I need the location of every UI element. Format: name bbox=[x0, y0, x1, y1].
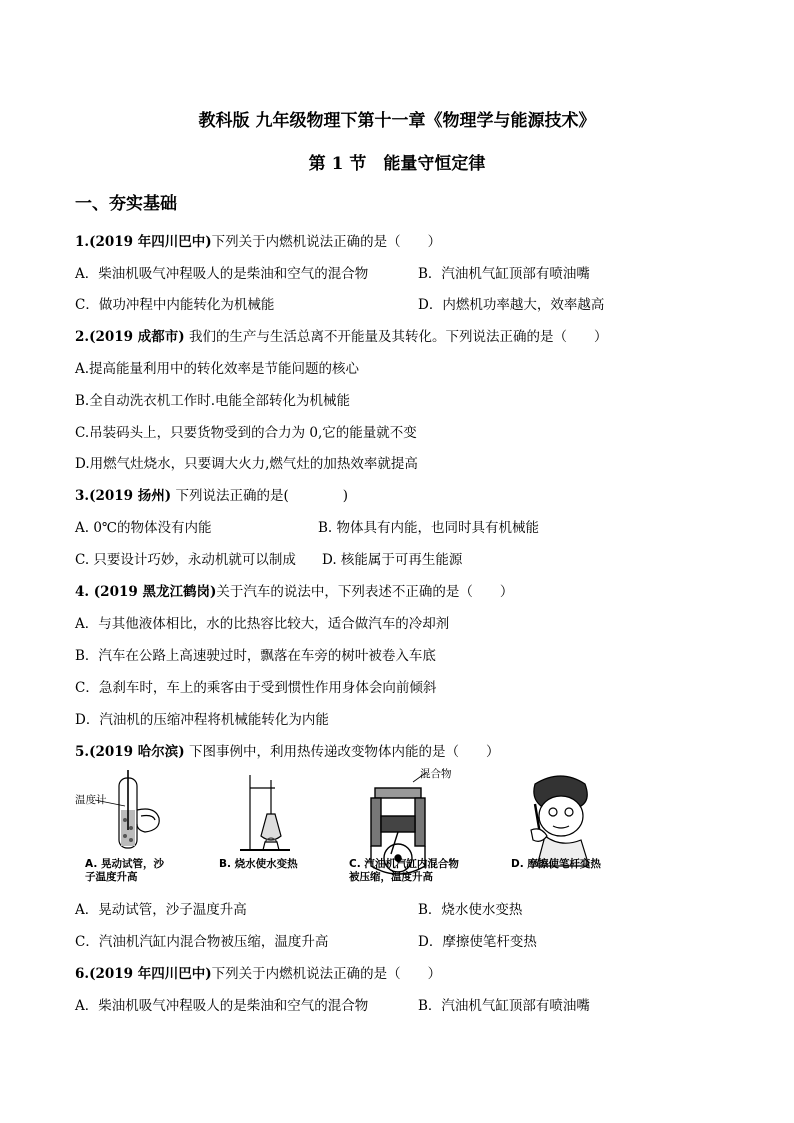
q5-option-a: A．晃动试管，沙子温度升高 bbox=[75, 902, 247, 918]
q1-option-d: D．内燃机功率越大，效率越高 bbox=[418, 297, 605, 313]
q4-option-b: B．汽车在公路上高速驶过时，飘落在车旁的树叶被卷入车底 bbox=[75, 648, 436, 664]
question-1: 1.(2019 年四川巴中)下列关于内燃机说法正确的是（ ） bbox=[75, 234, 442, 250]
question-3: 3.(2019 扬州) 下列说法正确的是( ) bbox=[75, 488, 348, 504]
question-4: 4. (2019 黑龙江鹤岗)关于汽车的说法中，下列表述不正确的是（ ） bbox=[75, 584, 514, 600]
q1-option-a: A．柴油机吸气冲程吸人的是柴油和空气的混合物 bbox=[75, 266, 369, 282]
question-6: 6.(2019 年四川巴中)下列关于内燃机说法正确的是（ ） bbox=[75, 966, 442, 982]
boy-rubbing-pencil-illustration bbox=[531, 776, 589, 866]
caption-b: B. 烧水使水变热 bbox=[219, 858, 298, 870]
q2-option-d: D.用燃气灶烧水，只要调大火力,燃气灶的加热效率就提高 bbox=[75, 456, 418, 472]
q2-option-a: A.提高能量利用中的转化效率是节能问题的核心 bbox=[75, 361, 360, 377]
test-tube-illustration bbox=[95, 770, 159, 848]
part-heading: 一、夯实基础 bbox=[75, 194, 177, 214]
q3-option-d: D. 核能属于可再生能源 bbox=[322, 552, 463, 568]
q5-option-d: D．摩擦使笔杆变热 bbox=[418, 934, 537, 950]
q2-option-b: B.全自动洗衣机工作时.电能全部转化为机械能 bbox=[75, 393, 351, 409]
q4-option-a: A．与其他液体相比，水的比热容比较大，适合做汽车的冷却剂 bbox=[75, 616, 450, 632]
caption-d: D. 摩擦使笔杆变热 bbox=[511, 858, 601, 870]
q5-option-c: C．汽油机汽缸内混合物被压缩，温度升高 bbox=[75, 934, 329, 950]
question-5: 5.(2019 哈尔滨) 下图事例中，利用热传递改变物体内能的是（ ） bbox=[75, 744, 500, 760]
q4-option-c: C．急刹车时，车上的乘客由于受到惯性作用身体会向前倾斜 bbox=[75, 680, 437, 696]
q3-option-a: A. 0℃的物体没有内能 bbox=[75, 520, 212, 536]
q6-option-a: A．柴油机吸气冲程吸人的是柴油和空气的混合物 bbox=[75, 998, 369, 1014]
q6-option-b: B．汽油机气缸顶部有喷油嘴 bbox=[418, 998, 590, 1014]
q3-option-c: C. 只要设计巧妙，永动机就可以制成 bbox=[75, 552, 296, 568]
q1-option-b: B．汽油机气缸顶部有喷油嘴 bbox=[418, 266, 590, 282]
q2-option-c: C.吊装码头上，只要货物受到的合力为 0,它的能量就不变 bbox=[75, 425, 417, 441]
q5-option-b: B．烧水使水变热 bbox=[418, 902, 523, 918]
mixture-label: 混合物 bbox=[420, 768, 452, 780]
q5-figure bbox=[75, 770, 715, 890]
thermometer-label: 温度计 bbox=[75, 794, 107, 806]
caption-c: C. 汽油机汽缸内混合物 被压缩，温度升高 bbox=[349, 858, 459, 883]
section-title: 第 1 节 能量守恒定律 bbox=[308, 154, 486, 174]
question-2: 2.(2019 成都市) 我们的生产与生活总离不开能量及其转化。下列说法正确的是（ ） bbox=[75, 329, 608, 345]
document-title: 教科版 九年级物理下第十一章《物理学与能源技术》 bbox=[198, 111, 596, 131]
q4-option-d: D．汽油机的压缩冲程将机械能转化为内能 bbox=[75, 712, 329, 728]
q1-option-c: C．做功冲程中内能转化为机械能 bbox=[75, 297, 275, 313]
caption-a: A. 晃动试管，沙 子温度升高 bbox=[85, 858, 164, 883]
flask-burner-illustration bbox=[240, 775, 290, 850]
q3-option-b: B. 物体具有内能，也同时具有机械能 bbox=[318, 520, 540, 536]
